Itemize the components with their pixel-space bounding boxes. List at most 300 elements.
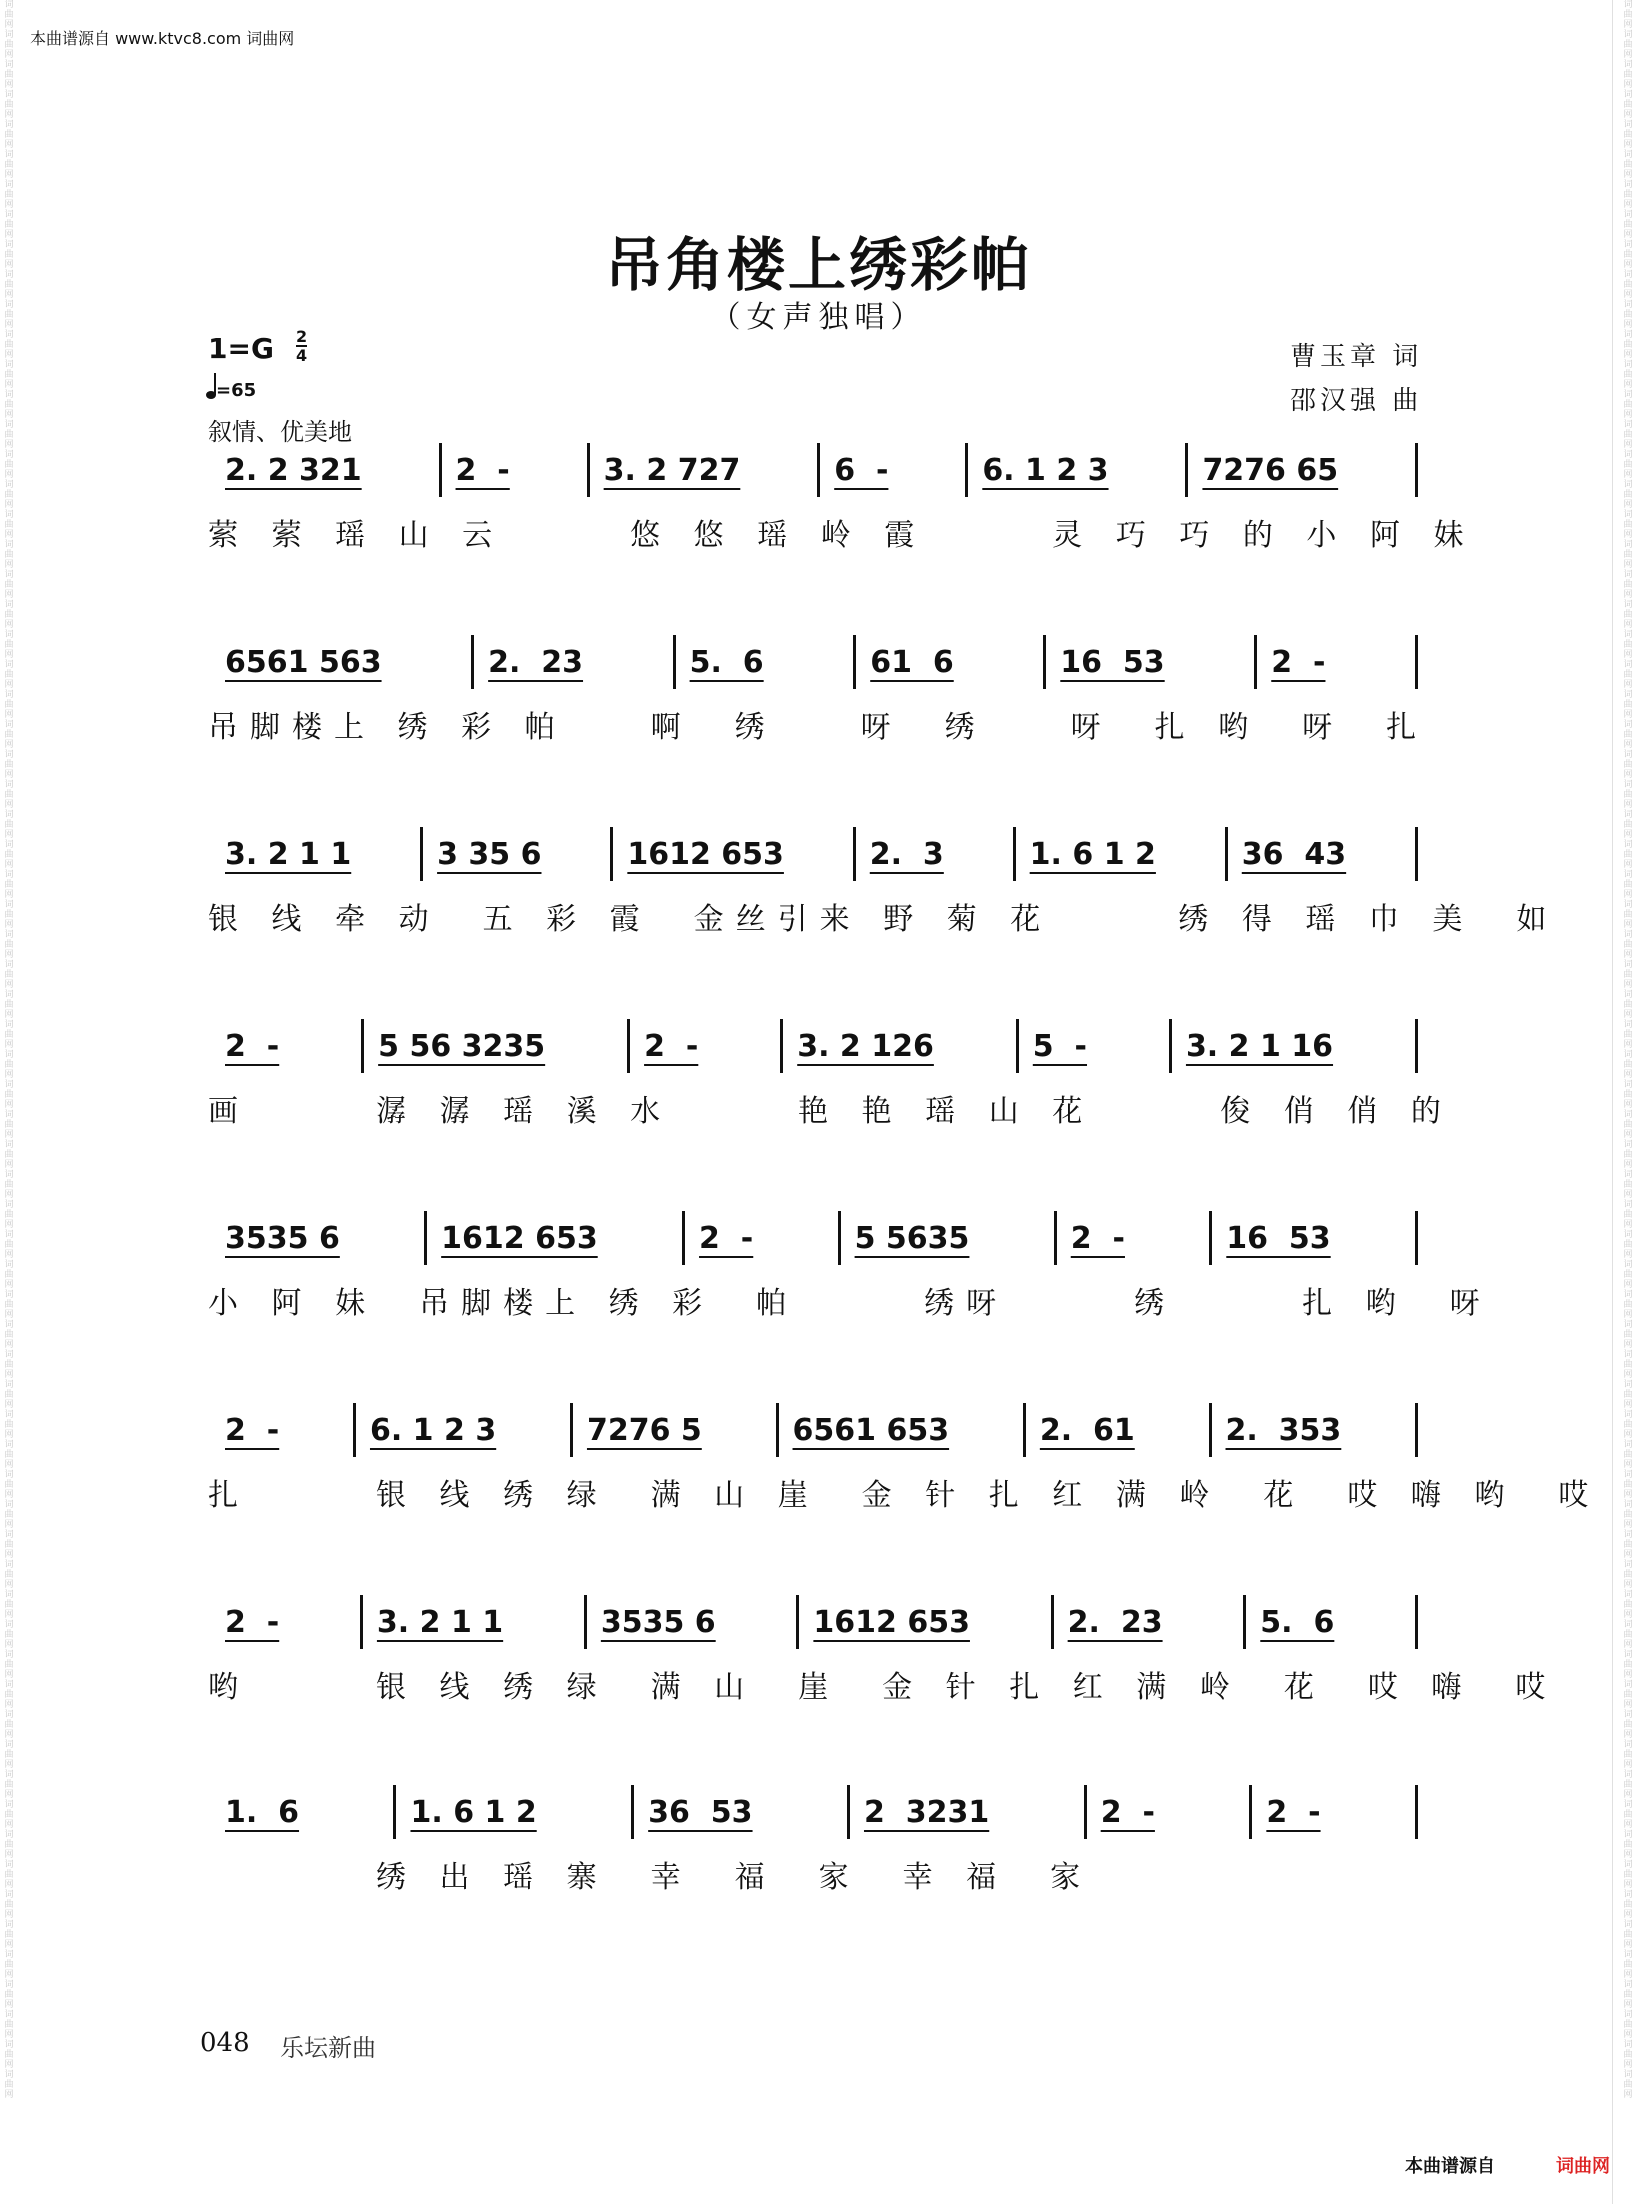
watermark-char: 曲 bbox=[1623, 310, 1633, 320]
watermark-char: 曲 bbox=[1623, 1660, 1633, 1670]
watermark-char: 词 bbox=[1623, 1860, 1633, 1870]
watermark-char: 词 bbox=[4, 390, 14, 400]
measure: 3535 6 bbox=[600, 1604, 716, 1640]
watermark-char: 网 bbox=[4, 320, 14, 330]
watermark-char: 曲 bbox=[4, 70, 14, 80]
watermark-char: 曲 bbox=[1623, 520, 1633, 530]
watermark-char: 网 bbox=[4, 1850, 14, 1860]
watermark-char: 网 bbox=[1623, 260, 1633, 270]
watermark-char: 词 bbox=[4, 750, 14, 760]
measure: 3. 2 727 bbox=[603, 452, 741, 488]
watermark-char: 网 bbox=[4, 1730, 14, 1740]
watermark-char: 词 bbox=[4, 1110, 14, 1120]
watermark-char: 曲 bbox=[4, 310, 14, 320]
measure: 1. 6 1 2 bbox=[410, 1794, 537, 1830]
watermark-char: 网 bbox=[4, 590, 14, 600]
watermark-char: 词 bbox=[1623, 1380, 1633, 1390]
watermark-char: 曲 bbox=[1623, 1990, 1633, 2000]
watermark-char: 词 bbox=[1623, 660, 1633, 670]
measure: 5. 6 bbox=[689, 644, 764, 680]
watermark-char: 词 bbox=[4, 1320, 14, 1330]
barline bbox=[1415, 443, 1418, 497]
watermark-char: 网 bbox=[1623, 980, 1633, 990]
watermark-char: 网 bbox=[4, 50, 14, 60]
measure: 1. 6 1 2 bbox=[1029, 836, 1156, 872]
measure: 5 56 3235 bbox=[378, 1028, 546, 1064]
watermark-char: 曲 bbox=[4, 2050, 14, 2060]
watermark-char: 曲 bbox=[4, 2020, 14, 2030]
watermark-char: 网 bbox=[1623, 1970, 1633, 1980]
watermark-char: 网 bbox=[1623, 1640, 1633, 1650]
watermark-char: 曲 bbox=[1623, 1870, 1633, 1880]
watermark-char: 网 bbox=[4, 1910, 14, 1920]
watermark-char: 曲 bbox=[4, 940, 14, 950]
watermark-char: 曲 bbox=[1623, 1030, 1633, 1040]
watermark-char: 网 bbox=[1623, 1370, 1633, 1380]
watermark-char: 词 bbox=[1623, 600, 1633, 610]
watermark-char: 网 bbox=[4, 860, 14, 870]
watermark-char: 网 bbox=[1623, 2060, 1633, 2070]
measure: 2 - bbox=[225, 1412, 280, 1448]
watermark-char: 词 bbox=[4, 840, 14, 850]
quarter-note-icon bbox=[206, 391, 216, 399]
watermark-char: 网 bbox=[1623, 140, 1633, 150]
watermark-char: 曲 bbox=[1623, 460, 1633, 470]
watermark-char: 网 bbox=[4, 1880, 14, 1890]
watermark-char: 词 bbox=[1623, 690, 1633, 700]
watermark-char: 词 bbox=[1623, 1680, 1633, 1690]
measure: 3. 2 1 1 bbox=[376, 1604, 504, 1640]
watermark-char: 曲 bbox=[4, 670, 14, 680]
watermark-char: 曲 bbox=[4, 1240, 14, 1250]
watermark-char: 曲 bbox=[1623, 700, 1633, 710]
watermark-char: 曲 bbox=[4, 40, 14, 50]
watermark-char: 网 bbox=[1623, 20, 1633, 30]
watermark-char: 曲 bbox=[4, 580, 14, 590]
watermark-char: 网 bbox=[1623, 1340, 1633, 1350]
watermark-char: 词 bbox=[4, 1020, 14, 1030]
watermark-char: 曲 bbox=[1623, 1330, 1633, 1340]
watermark-char: 网 bbox=[4, 1250, 14, 1260]
watermark-char: 词 bbox=[4, 1680, 14, 1690]
barline bbox=[1415, 635, 1418, 689]
watermark-char: 网 bbox=[1623, 2000, 1633, 2010]
watermark-char: 曲 bbox=[4, 1570, 14, 1580]
watermark-char: 网 bbox=[4, 1310, 14, 1320]
watermark-char: 网 bbox=[1623, 320, 1633, 330]
watermark-char: 词 bbox=[1623, 900, 1633, 910]
watermark-char: 曲 bbox=[1623, 160, 1633, 170]
watermark-char: 网 bbox=[1623, 1010, 1633, 1020]
watermark-char: 网 bbox=[1623, 680, 1633, 690]
watermark-char: 网 bbox=[4, 1940, 14, 1950]
watermark-char: 网 bbox=[1623, 1280, 1633, 1290]
watermark-char: 词 bbox=[4, 1860, 14, 1870]
page-number: 048 bbox=[200, 2028, 250, 2058]
watermark-char: 网 bbox=[4, 770, 14, 780]
lyrics-line: 萦 萦 瑶 山 云 悠 悠 瑶 岭 霞 灵 巧 巧 的 小 阿 妹 bbox=[208, 518, 1476, 553]
watermark-char: 曲 bbox=[4, 1780, 14, 1790]
watermark-char: 网 bbox=[1623, 1310, 1633, 1320]
watermark-char: 词 bbox=[4, 1620, 14, 1630]
measure: 2. 61 bbox=[1039, 1412, 1135, 1448]
watermark-char: 词 bbox=[1623, 780, 1633, 790]
watermark-char: 曲 bbox=[4, 250, 14, 260]
watermark-char: 曲 bbox=[1623, 370, 1633, 380]
watermark-char: 曲 bbox=[1623, 1450, 1633, 1460]
watermark-char: 网 bbox=[4, 1460, 14, 1470]
watermark-char: 网 bbox=[1623, 1880, 1633, 1890]
watermark-char: 曲 bbox=[4, 1720, 14, 1730]
staff-system bbox=[208, 1208, 1492, 1368]
watermark-char: 词 bbox=[4, 660, 14, 670]
watermark-char: 曲 bbox=[4, 370, 14, 380]
watermark-char: 词 bbox=[1623, 1170, 1633, 1180]
watermark-char: 词 bbox=[4, 930, 14, 940]
watermark-char: 词 bbox=[4, 1710, 14, 1720]
watermark-char: 词 bbox=[4, 1800, 14, 1810]
watermark-char: 词 bbox=[1623, 1740, 1633, 1750]
measure: 3 35 6 bbox=[437, 836, 542, 872]
watermark-char: 曲 bbox=[4, 2080, 14, 2090]
measure: 3. 2 126 bbox=[797, 1028, 934, 1064]
watermark-char: 词 bbox=[4, 2040, 14, 2050]
watermark-char: 曲 bbox=[4, 1210, 14, 1220]
watermark-char: 网 bbox=[4, 500, 14, 510]
watermark-char: 词 bbox=[4, 1590, 14, 1600]
watermark-char: 词 bbox=[4, 300, 14, 310]
watermark-char: 曲 bbox=[1623, 490, 1633, 500]
watermark-char: 网 bbox=[4, 1130, 14, 1140]
watermark-char: 曲 bbox=[4, 1360, 14, 1370]
watermark-char: 词 bbox=[4, 2010, 14, 2020]
watermark-char: 词 bbox=[1623, 990, 1633, 1000]
watermark-char: 曲 bbox=[1623, 550, 1633, 560]
watermark-char: 曲 bbox=[1623, 70, 1633, 80]
watermark-char: 词 bbox=[1623, 1800, 1633, 1810]
measure: 16 53 bbox=[1226, 1220, 1331, 1256]
watermark-char: 网 bbox=[4, 80, 14, 90]
watermark-char: 词 bbox=[4, 210, 14, 220]
watermark-char: 曲 bbox=[4, 1510, 14, 1520]
watermark-char: 曲 bbox=[4, 1630, 14, 1640]
watermark-char: 网 bbox=[1623, 1490, 1633, 1500]
notes-line bbox=[208, 1400, 1418, 1460]
watermark-char: 曲 bbox=[1623, 100, 1633, 110]
watermark-char: 曲 bbox=[1623, 1000, 1633, 1010]
watermark-char: 网 bbox=[1623, 50, 1633, 60]
watermark-char: 网 bbox=[1623, 440, 1633, 450]
measure: 36 53 bbox=[648, 1794, 753, 1830]
watermark-char: 网 bbox=[1623, 1700, 1633, 1710]
watermark-char: 网 bbox=[1623, 1190, 1633, 1200]
watermark-char: 网 bbox=[4, 1790, 14, 1800]
measure: 5 - bbox=[1032, 1028, 1088, 1064]
watermark-char: 词 bbox=[1623, 120, 1633, 130]
watermark-char: 词 bbox=[4, 1200, 14, 1210]
watermark-char: 网 bbox=[1623, 560, 1633, 570]
watermark-char: 网 bbox=[4, 350, 14, 360]
barline bbox=[1415, 827, 1418, 881]
watermark-char: 曲 bbox=[1623, 130, 1633, 140]
watermark-char: 曲 bbox=[4, 1750, 14, 1760]
watermark-char: 曲 bbox=[1623, 1090, 1633, 1100]
watermark-char: 词 bbox=[4, 870, 14, 880]
watermark-char: 词 bbox=[4, 60, 14, 70]
time-top: 2 bbox=[296, 327, 308, 346]
watermark-char: 词 bbox=[1623, 1920, 1633, 1930]
watermark-char: 曲 bbox=[1623, 880, 1633, 890]
watermark-char: 词 bbox=[1623, 360, 1633, 370]
watermark-char: 曲 bbox=[4, 190, 14, 200]
measure: 16 53 bbox=[1060, 644, 1165, 680]
watermark-char: 曲 bbox=[1623, 1810, 1633, 1820]
watermark-char: 曲 bbox=[4, 1150, 14, 1160]
watermark-char: 曲 bbox=[1623, 1540, 1633, 1550]
watermark-char: 曲 bbox=[1623, 670, 1633, 680]
watermark-char: 词 bbox=[1623, 1020, 1633, 1030]
watermark-char: 网 bbox=[4, 980, 14, 990]
watermark-char: 词 bbox=[1623, 1050, 1633, 1060]
watermark-char: 曲 bbox=[4, 880, 14, 890]
watermark-char: 词 bbox=[1623, 1080, 1633, 1090]
watermark-char: 曲 bbox=[4, 280, 14, 290]
brand-source: 本曲谱源自 bbox=[1405, 2156, 1495, 2177]
watermark-char: 网 bbox=[1623, 470, 1633, 480]
watermark-char: 词 bbox=[1623, 870, 1633, 880]
measure: 6 - bbox=[834, 452, 889, 488]
watermark-char: 曲 bbox=[4, 1690, 14, 1700]
measure: 2 - bbox=[699, 1220, 754, 1256]
measure: 2 - bbox=[225, 1028, 280, 1064]
watermark-char: 网 bbox=[1623, 230, 1633, 240]
watermark-char: 网 bbox=[4, 1700, 14, 1710]
measure: 2 - bbox=[1070, 1220, 1125, 1256]
watermark-char: 网 bbox=[4, 2060, 14, 2070]
watermark-char: 词 bbox=[4, 180, 14, 190]
watermark-char: 曲 bbox=[4, 910, 14, 920]
measure: 6. 1 2 3 bbox=[369, 1412, 497, 1448]
watermark-char: 词 bbox=[1623, 1230, 1633, 1240]
watermark-char: 曲 bbox=[4, 1660, 14, 1670]
watermark-char: 网 bbox=[1623, 920, 1633, 930]
watermark-char: 网 bbox=[1623, 2030, 1633, 2040]
watermark-char: 曲 bbox=[4, 1180, 14, 1190]
staff-system bbox=[208, 1592, 1558, 1752]
watermark-char: 网 bbox=[4, 1280, 14, 1290]
watermark-char: 词 bbox=[1623, 1530, 1633, 1540]
watermark-char: 网 bbox=[4, 260, 14, 270]
measure: 2 - bbox=[225, 1604, 280, 1640]
watermark-char: 曲 bbox=[1623, 970, 1633, 980]
measure: 5 5635 bbox=[854, 1220, 970, 1256]
watermark-char: 网 bbox=[1623, 1220, 1633, 1230]
watermark-char: 词 bbox=[4, 1740, 14, 1750]
watermark-char: 曲 bbox=[4, 1060, 14, 1070]
watermark-char: 曲 bbox=[1623, 10, 1633, 20]
watermark-char: 网 bbox=[1623, 1790, 1633, 1800]
watermark-char: 曲 bbox=[4, 1450, 14, 1460]
watermark-char: 词 bbox=[1623, 1650, 1633, 1660]
watermark-char: 曲 bbox=[1623, 820, 1633, 830]
watermark-char: 曲 bbox=[1623, 1120, 1633, 1130]
measure: 3. 2 1 1 bbox=[225, 836, 352, 872]
watermark-char: 网 bbox=[4, 1490, 14, 1500]
watermark-char: 曲 bbox=[1623, 1150, 1633, 1160]
watermark-char: 曲 bbox=[1623, 2050, 1633, 2060]
measure: 2. 23 bbox=[1067, 1604, 1163, 1640]
watermark-char: 曲 bbox=[4, 100, 14, 110]
watermark-char: 词 bbox=[4, 1470, 14, 1480]
measure: 1612 653 bbox=[627, 836, 784, 872]
watermark-char: 词 bbox=[4, 1830, 14, 1840]
watermark-char: 词 bbox=[4, 90, 14, 100]
watermark-char: 网 bbox=[1623, 1070, 1633, 1080]
watermark-char: 网 bbox=[1623, 530, 1633, 540]
notes-line bbox=[208, 1782, 1418, 1842]
watermark-char: 网 bbox=[4, 470, 14, 480]
watermark-char: 曲 bbox=[1623, 1210, 1633, 1220]
watermark-char: 网 bbox=[4, 740, 14, 750]
watermark-char: 词 bbox=[1623, 1620, 1633, 1630]
watermark-char: 曲 bbox=[1623, 400, 1633, 410]
watermark-char: 网 bbox=[4, 800, 14, 810]
watermark-char: 词 bbox=[1623, 150, 1633, 160]
watermark-char: 词 bbox=[4, 480, 14, 490]
watermark-char: 词 bbox=[1623, 90, 1633, 100]
measure: 3535 6 bbox=[225, 1220, 340, 1256]
watermark-char: 词 bbox=[1623, 1590, 1633, 1600]
watermark-char: 曲 bbox=[1623, 910, 1633, 920]
watermark-char: 曲 bbox=[1623, 1510, 1633, 1520]
staff-system bbox=[208, 440, 1476, 600]
watermark-char: 曲 bbox=[1623, 1060, 1633, 1070]
measure: 36 43 bbox=[1241, 836, 1347, 872]
watermark-char: 网 bbox=[4, 890, 14, 900]
time-bottom: 4 bbox=[296, 346, 308, 365]
watermark-char: 词 bbox=[4, 1050, 14, 1060]
watermark-char: 曲 bbox=[1623, 1690, 1633, 1700]
watermark-char: 曲 bbox=[4, 820, 14, 830]
watermark-char: 曲 bbox=[4, 130, 14, 140]
watermark-char: 曲 bbox=[4, 1870, 14, 1880]
watermark-char: 词 bbox=[4, 1260, 14, 1270]
watermark-char: 网 bbox=[1623, 110, 1633, 120]
watermark-char: 曲 bbox=[1623, 250, 1633, 260]
watermark-char: 网 bbox=[4, 1100, 14, 1110]
watermark-char: 网 bbox=[1623, 170, 1633, 180]
watermark-char: 曲 bbox=[4, 1090, 14, 1100]
watermark-char: 网 bbox=[1623, 1940, 1633, 1950]
watermark-char: 曲 bbox=[4, 1330, 14, 1340]
watermark-char: 曲 bbox=[1623, 580, 1633, 590]
watermark-char: 词 bbox=[4, 1890, 14, 1900]
watermark-char: 词 bbox=[1623, 390, 1633, 400]
song-subtitle: （女声独唱） bbox=[710, 300, 927, 335]
measure: 2. 3 bbox=[869, 836, 944, 872]
watermark-char: 曲 bbox=[1623, 790, 1633, 800]
watermark-char: 词 bbox=[1623, 2040, 1633, 2050]
watermark-char: 网 bbox=[1623, 1760, 1633, 1770]
watermark-char: 网 bbox=[1623, 1040, 1633, 1050]
watermark-char: 词 bbox=[4, 1530, 14, 1540]
watermark-char: 曲 bbox=[4, 220, 14, 230]
watermark-char: 曲 bbox=[1623, 1780, 1633, 1790]
watermark-char: 网 bbox=[1623, 1430, 1633, 1440]
watermark-char: 网 bbox=[4, 410, 14, 420]
watermark-char: 网 bbox=[1623, 1100, 1633, 1110]
watermark-char: 网 bbox=[4, 1190, 14, 1200]
watermark-char: 网 bbox=[4, 560, 14, 570]
measure: 2 - bbox=[1266, 1794, 1321, 1830]
watermark-char: 曲 bbox=[1623, 190, 1633, 200]
watermark-char: 网 bbox=[4, 1220, 14, 1230]
watermark-char: 词 bbox=[1623, 1260, 1633, 1270]
watermark-char: 曲 bbox=[1623, 1930, 1633, 1940]
watermark-char: 网 bbox=[4, 650, 14, 660]
watermark-char: 词 bbox=[4, 1980, 14, 1990]
watermark-char: 网 bbox=[1623, 80, 1633, 90]
watermark-char: 网 bbox=[1623, 710, 1633, 720]
watermark-char: 曲 bbox=[1623, 1420, 1633, 1430]
watermark-char: 网 bbox=[1623, 1520, 1633, 1530]
watermark-char: 曲 bbox=[4, 1300, 14, 1310]
source-header: 本曲谱源自 www.ktvc8.com 词曲网 bbox=[30, 29, 295, 48]
song-title: 吊角楼上绣彩帕 bbox=[604, 231, 1032, 299]
watermark-char: 曲 bbox=[4, 490, 14, 500]
watermark-char: 词 bbox=[4, 240, 14, 250]
measure: 2 3231 bbox=[863, 1794, 990, 1830]
watermark-char: 网 bbox=[4, 440, 14, 450]
lyricist-credit: 曹玉章 词 bbox=[1290, 342, 1423, 372]
watermark-char: 曲 bbox=[1623, 1180, 1633, 1190]
watermark-char: 词 bbox=[4, 1350, 14, 1360]
watermark-char: 词 bbox=[1623, 1290, 1633, 1300]
watermark-char: 曲 bbox=[4, 850, 14, 860]
measure: 1612 653 bbox=[813, 1604, 970, 1640]
watermark-char: 网 bbox=[1623, 410, 1633, 420]
watermark-char: 网 bbox=[4, 1340, 14, 1350]
measure: 2 - bbox=[644, 1028, 699, 1064]
watermark-char: 曲 bbox=[1623, 850, 1633, 860]
watermark-char: 词 bbox=[4, 360, 14, 370]
watermark-char: 曲 bbox=[1623, 1240, 1633, 1250]
watermark-char: 曲 bbox=[4, 430, 14, 440]
measure: 2. 2 321 bbox=[225, 452, 362, 488]
watermark-char: 曲 bbox=[4, 610, 14, 620]
watermark-char: 词 bbox=[1623, 180, 1633, 190]
watermark-char: 词 bbox=[4, 1230, 14, 1240]
watermark-char: 网 bbox=[4, 620, 14, 630]
watermark-char: 网 bbox=[4, 1040, 14, 1050]
watermark-char: 词 bbox=[4, 1560, 14, 1570]
watermark-char: 词 bbox=[4, 1080, 14, 1090]
watermark-char: 词 bbox=[4, 120, 14, 130]
measure: 7276 65 bbox=[1202, 452, 1339, 488]
watermark-char: 曲 bbox=[4, 1390, 14, 1400]
watermark-char: 词 bbox=[4, 1500, 14, 1510]
watermark-char: 曲 bbox=[1623, 1480, 1633, 1490]
watermark-char: 曲 bbox=[1623, 40, 1633, 50]
watermark-char: 曲 bbox=[1623, 1630, 1633, 1640]
watermark-char: 词 bbox=[1623, 450, 1633, 460]
watermark-char: 网 bbox=[4, 1010, 14, 1020]
watermark-char: 网 bbox=[1623, 620, 1633, 630]
watermark-char: 词 bbox=[4, 420, 14, 430]
measure: 6561 653 bbox=[792, 1412, 950, 1448]
watermark-char: 曲 bbox=[1623, 640, 1633, 650]
watermark-char: 曲 bbox=[4, 1840, 14, 1850]
